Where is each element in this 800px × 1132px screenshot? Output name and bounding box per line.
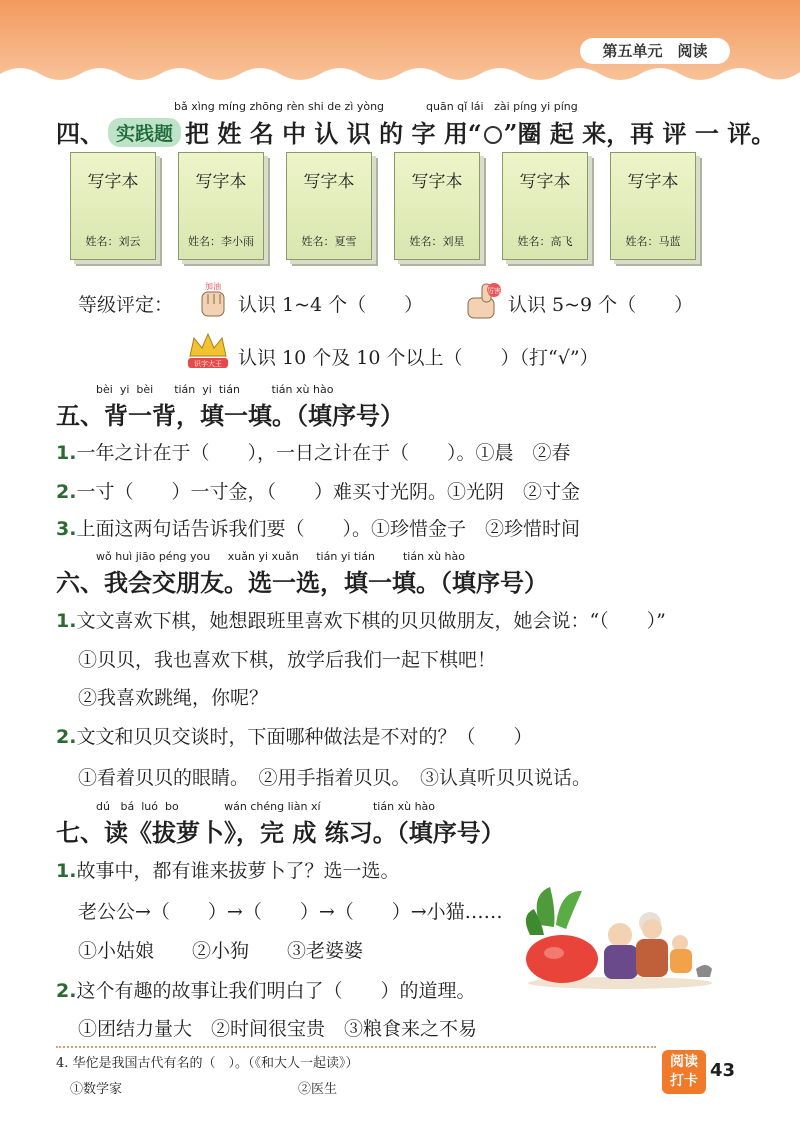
s6-question-2: 2.文文和贝贝交谈时，下面哪种做法是不对的？（ ） xyxy=(56,726,533,748)
grade-option-2: 认识 5~9 个（ ） xyxy=(508,294,694,316)
notebook-row xyxy=(70,152,710,267)
crown-icon xyxy=(184,330,232,370)
svg-text:识字大王: 识字大王 xyxy=(194,360,222,368)
fist-icon xyxy=(196,280,230,320)
page-number: 43 xyxy=(710,1060,736,1081)
s6-q2-options: ①看着贝贝的眼睛。 ②用手指着贝贝。 ③认真听贝贝说话。 xyxy=(78,767,592,789)
s7-q2-options: ①团结力量大 ②时间很宝贵 ③粮食来之不易 xyxy=(78,1018,478,1040)
notebook-3[interactable]: 写字本 姓名：夏雪 xyxy=(286,152,372,260)
unit-tag: 第五单元 阅读 xyxy=(580,38,730,64)
s5-question-3: 3.上面这两句话告诉我们要（ ）。①珍惜金子 ②珍惜时间 xyxy=(56,518,580,540)
notebook-4[interactable]: 写字本 姓名：刘星 xyxy=(394,152,480,260)
section-5-title: 五、背一背，填一填。（填序号） xyxy=(56,401,404,430)
pinyin-row-s7: dú bá luó bo wán chéng liàn xí tián xù hào xyxy=(96,800,436,813)
footer-option-1: ①数学家 xyxy=(70,1082,123,1097)
footer-option-2: ②医生 xyxy=(298,1082,338,1097)
pinyin-row-s5: bèi yi bèi tián yi tián tián xù hào xyxy=(96,383,334,396)
s6-q1-option-1: ①贝贝，我也喜欢下棋，放学后我们一起下棋吧！ xyxy=(78,649,497,671)
section-7-title: 七、读《拔萝卜》，完 成 练习。（填序号） xyxy=(56,818,505,847)
notebook-2[interactable]: 写字本 姓名：李小雨 xyxy=(178,152,264,260)
s5-question-2: 2.一寸（ ）一寸金，（ ）难买寸光阴。①光阴 ②寸金 xyxy=(56,481,580,503)
s6-question-1: 1.文文喜欢下棋，她想跟班里喜欢下棋的贝贝做朋友，她会说：“（ ）” xyxy=(56,610,666,632)
grade-option-1: 认识 1~4 个（ ） xyxy=(238,294,424,316)
section-4-title: 四、 实践题 把 姓 名 中 认 识 的 字 用“ ”圈 起 来，再 评 一 评。 xyxy=(56,119,776,148)
pinyin-row-s6: wǒ huì jiāo péng you xuǎn yi xuǎn tián yi tián tián xù hào xyxy=(96,550,465,563)
s6-q1-option-2: ②我喜欢跳绳，你呢？ xyxy=(78,687,269,709)
grade-label: 等级评定： xyxy=(78,294,174,316)
s7-q1-options: ①小姑娘 ②小狗 ③老婆婆 xyxy=(78,940,364,962)
s7-question-2: 2.这个有趣的故事让我们明白了（ ）的道理。 xyxy=(56,980,476,1002)
reading-checkin-badge[interactable]: 阅读 打卡 xyxy=(662,1050,706,1094)
s5-question-1: 1.一年之计在于（ ），一日之计在于（ ）。①晨 ②春 xyxy=(56,442,571,464)
notebook-5[interactable]: 写字本 姓名：高飞 xyxy=(502,152,588,260)
pinyin-row-s4: bǎ xìng míng zhōng rèn shi de zì yòng quān qǐ lái zài píng yi píng xyxy=(174,100,578,113)
s7-question-1: 1.故事中，都有谁来拔萝卜了？选一选。 xyxy=(56,860,400,882)
svg-text:加油: 加油 xyxy=(205,282,221,291)
thumbs-up-icon xyxy=(464,280,502,322)
practice-badge: 实践题 xyxy=(108,118,181,147)
section-6-title: 六、我会交朋友。选一选，填一填。（填序号） xyxy=(56,568,548,597)
circle-icon xyxy=(484,126,502,144)
notebook-1[interactable]: 写字本 姓名：刘云 xyxy=(70,152,156,260)
pull-turnip-illustration xyxy=(520,885,720,990)
footer-question-4: 4. 华佗是我国古代有名的（ ）。（《和大人一起读》） xyxy=(56,1056,359,1071)
notebook-6[interactable]: 写字本 姓名：马蓝 xyxy=(610,152,696,260)
s7-q1-chain: 老公公→（ ）→（ ）→（ ）→小猫…… xyxy=(78,901,503,923)
footer-divider xyxy=(56,1046,656,1048)
grade-option-3: 认识 10 个及 10 个以上（ ）（打“√”） xyxy=(238,347,599,369)
svg-text:厉害: 厉害 xyxy=(487,287,501,295)
